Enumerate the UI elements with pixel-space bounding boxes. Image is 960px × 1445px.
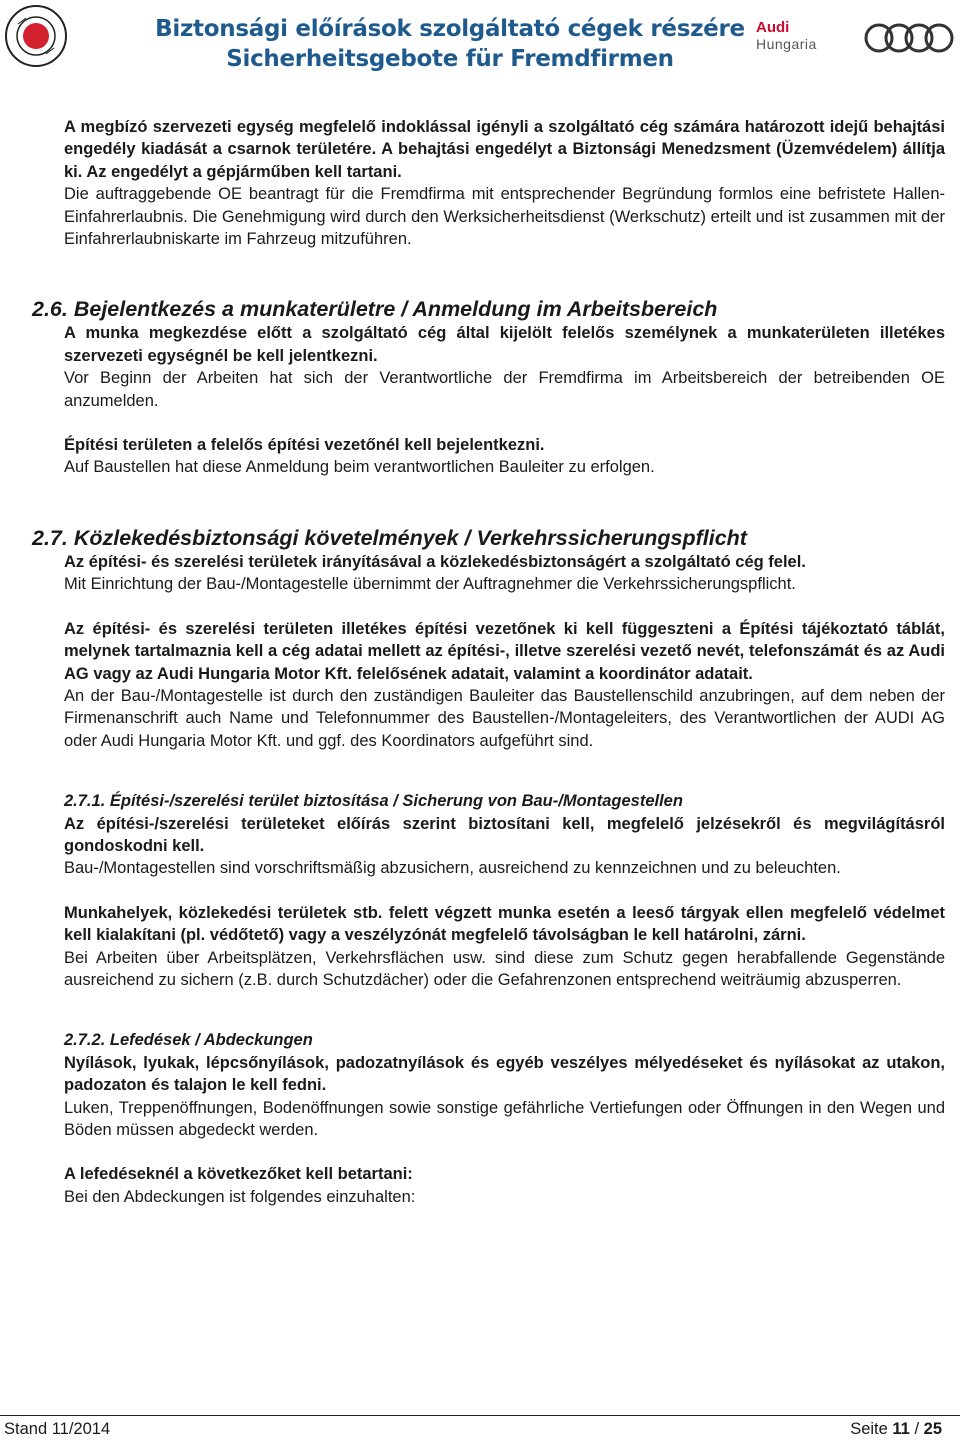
brand-hungaria-text: Hungaria (756, 36, 817, 52)
safety-seal-logo (4, 4, 68, 68)
s272-p2-hu: A lefedéseknél a következőket kell betartani: (64, 1165, 413, 1184)
s271-p2-hu: Munkahelyek, közlekedési területek stb. felett végzett munka esetén a leeső tárgyak ellen megfelelő védelmet kell kialakítani (pl. védőtető) vagy a veszélyzónát megfelelő távolságban le kell határolni, zárni. (64, 903, 945, 945)
s271-p1-de: Bau-/Montagestellen sind vorschriftsmäßig abzusichern, ausreichend zu kennzeichnen und zu beleuchten. (64, 859, 841, 878)
s272-p1-de: Luken, Treppenöffnungen, Bodenöffnungen sowie sonstige gefährliche Vertiefungen oder Öffnungen in den Wegen und Böden müssen abgedeckt werden. (64, 1098, 945, 1139)
page-separator: / (914, 1420, 920, 1438)
section-2-6-heading: 2.6. Bejelentkezés a munkaterületre / Anmeldung im Arbeitsbereich (32, 297, 718, 322)
title-hungarian: Biztonsági előírások szolgáltató cégek részére (155, 16, 745, 42)
footer-stand: Stand 11/2014 (4, 1420, 111, 1438)
document-title (150, 14, 750, 74)
s27-p1-hu: Az építési- és szerelési területek irányításával a közlekedésbiztonságért a szolgáltató cég felel. (64, 552, 806, 571)
s271-p1-hu: Az építési-/szerelési területeket előírás szerint biztosítani kell, megfelelő jelzésekről és megvilágításról gondoskodni kell. (64, 814, 945, 855)
intro-hu: A megbízó szervezeti egység megfelelő indoklással igényli a szolgáltató cég számára határozott idejű behajtási engedély kiadását a csarnok területére. A behajtási engedélyt a Biztonsági Menedzsment (Üzemvédelem) állítja ki. Az engedélyt a gépjárműben kell tartani. (64, 118, 945, 181)
s27-p1-de: Mit Einrichtung der Bau-/Montagestelle übernimmt der Auftragnehmer die Verkehrssicherungspflicht. (64, 575, 796, 594)
page-label: Seite (850, 1420, 888, 1438)
brand-audi-text: Audi (756, 19, 790, 36)
s271-p2-de: Bei Arbeiten über Arbeitsplätzen, Verkehrsflächen usw. sind diese zum Schutz gegen herabfallende Gegenstände ausreichend zu sichern (z.B. durch Schutzdächer) oder die Gefahrenzonen entsprechend weiträumig abzusperren. (64, 948, 945, 989)
section-2-7-1-heading: 2.7.1. Építési-/szerelési terület biztosítása / Sicherung von Bau-/Montagestellen (64, 792, 683, 811)
s26-p2-hu: Építési területen a felelős építési vezetőnél kell bejelentkezni. (64, 436, 545, 455)
s26-p2-de: Auf Baustellen hat diese Anmeldung beim verantwortlichen Bauleiter zu erfolgen. (64, 458, 655, 477)
page-current: 11 (892, 1420, 910, 1438)
section-2-7-2-heading: 2.7.2. Lefedések / Abdeckungen (64, 1031, 313, 1050)
audi-rings-logo (862, 20, 958, 56)
section-2-7-heading: 2.7. Közlekedésbiztonsági követelmények / Verkehrssicherungspflicht (32, 525, 747, 550)
footer-divider (0, 1415, 960, 1416)
intro-de: Die auftraggebende OE beantragt für die Fremdfirma mit entsprechender Begründung formlos eine befristete Hallen-Einfahrerlaubnis. Die Genehmigung wird durch den Werksicherheitsdienst (Werkschutz) erteilt und ist zusammen mit der Einfahrerlaubniskarte im Fahrzeug mitzuführen. (64, 185, 945, 249)
s272-p1-hu: Nyílások, lyukak, lépcsőnyílások, padozatnyílások és egyéb veszélyes mélyedéseket és nyílásokat az utakon, padozaton és talajon le kell fedni. (64, 1053, 945, 1095)
s27-p2-hu: Az építési- és szerelési területen illetékes építési vezetőnek ki kell függeszteni a Építési tájékoztató táblát, melynek tartalmaznia kell a cég adatai mellett az építési-, illetve szerelési vezető nevét, telefonszámát és az Audi AG vagy az Audi Hungaria Motor Kft. felelősének adatait, valamint a koordinátor adatait. (64, 619, 945, 683)
document-body (32, 116, 945, 1208)
page-total: 25 (923, 1420, 942, 1438)
s27-p2-de: An der Bau-/Montagestelle ist durch den zuständigen Bauleiter das Baustellenschild anzubringen, auf dem neben der Firmenanschrift auch Name und Telefonnummer des Baustellen-/Montageleiters, des Verantwortlichen der AUDI AG oder Audi Hungaria Motor Kft. und ggf. des Koordinators aufgeführt sind. (64, 686, 945, 750)
s26-p1-de: Vor Beginn der Arbeiten hat sich der Verantwortliche der Fremdfirma im Arbeitsbereich der betreibenden OE anzumelden. (64, 369, 945, 410)
s26-p1-hu: A munka megkezdése előtt a szolgáltató cég által kijelölt felelős személynek a munkaterületen illetékes szervezeti egységnél be kell jelentkezni. (64, 324, 945, 365)
title-german: Sicherheitsgebote für Fremdfirmen (226, 46, 674, 72)
s272-p2-de: Bei den Abdeckungen ist folgendes einzuhalten: (64, 1187, 416, 1206)
audi-hungaria-brand (756, 20, 817, 52)
page-header (0, 0, 960, 78)
page-number (850, 1420, 942, 1439)
